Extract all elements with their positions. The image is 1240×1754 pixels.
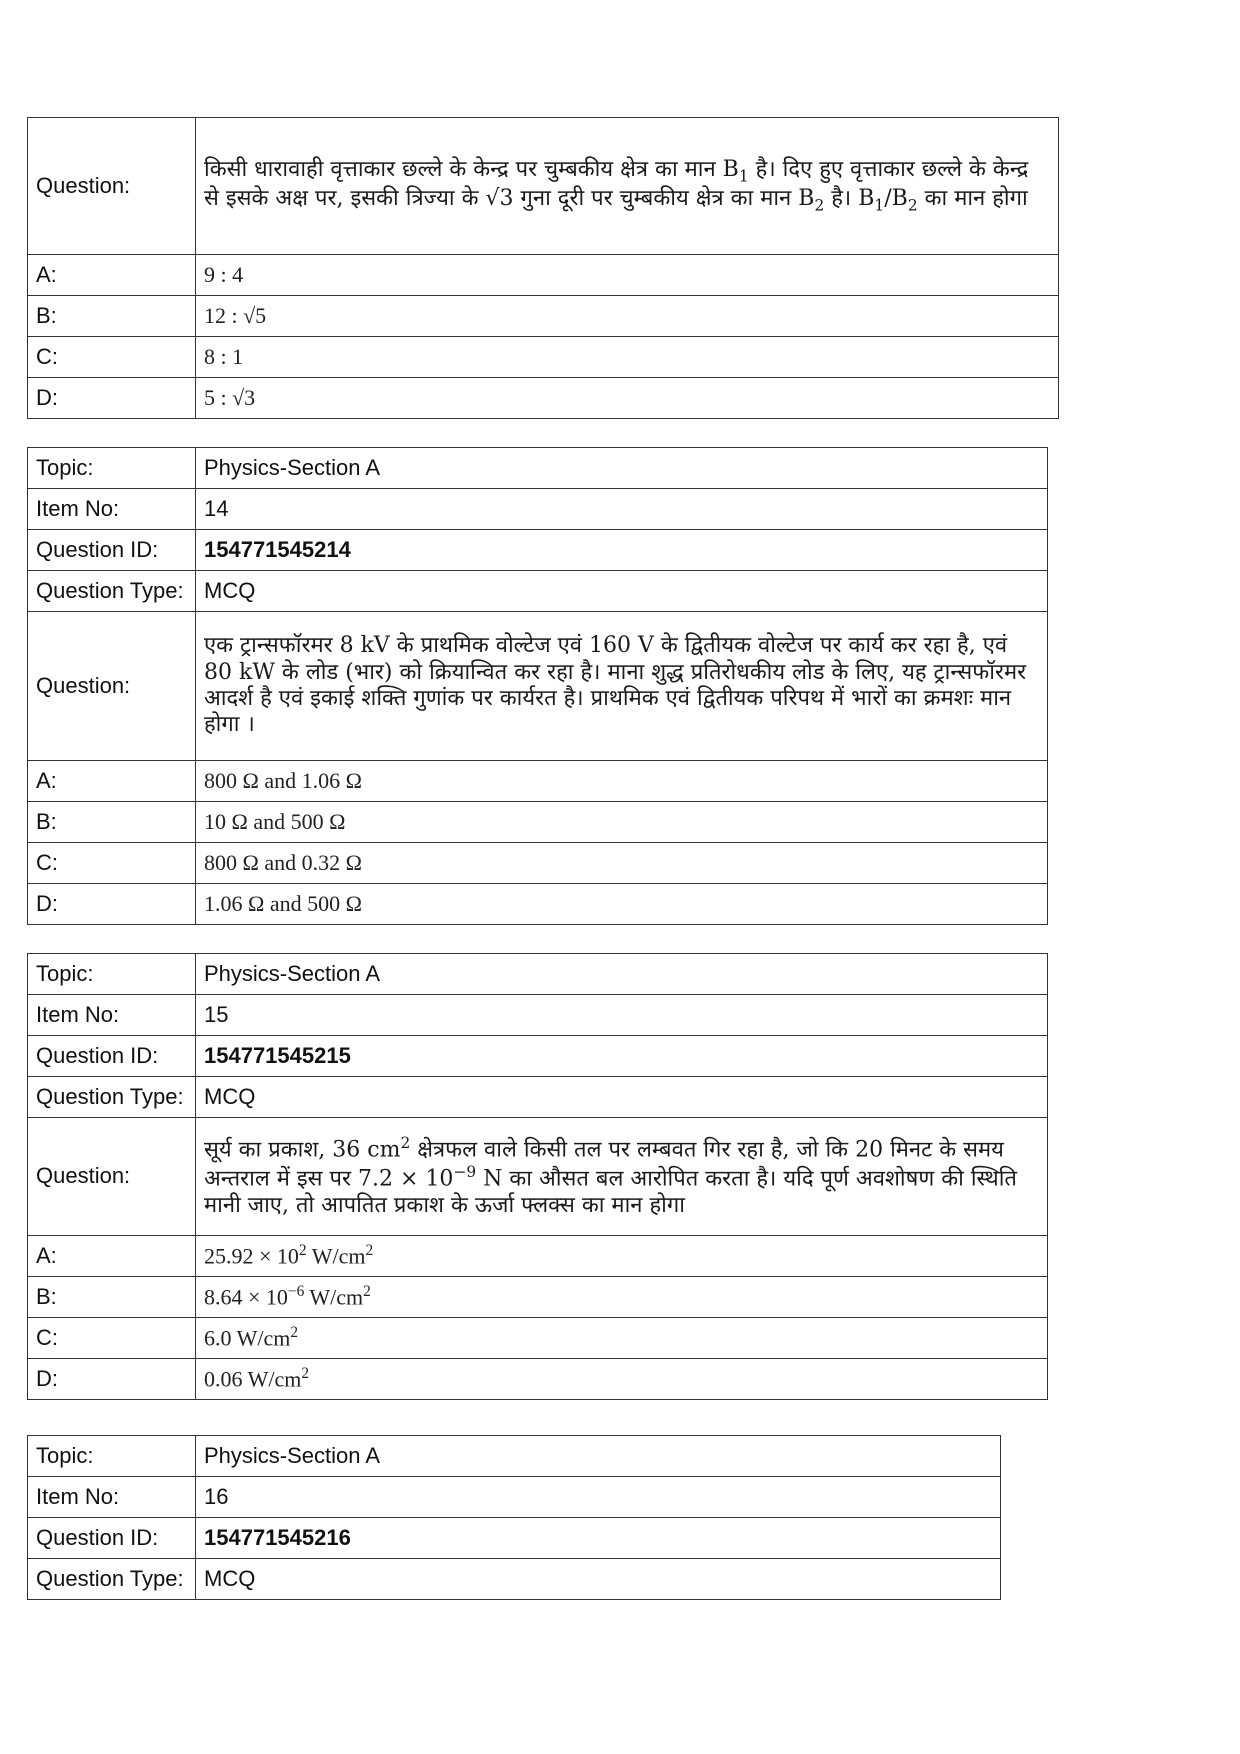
option-label-d: D: bbox=[28, 884, 196, 925]
question-text: एक ट्रान्सफॉरमर 8 kV के प्राथमिक वोल्टेज एवं 160 V के द्वितीयक वोल्टेज पर कार्य कर रहा है, एवं 80 kW के लोड (भार) को क्रियान्वित कर रहा है। माना शुद्ध प्रतिरोधकीय लोड के लिए, यह ट्रान्सफॉरमर आदर्श है एवं इकाई शक्ति गुणांक पर कार्यरत है। प्राथमिक एवं द्वितीयक परिपथ में भारों का क्रमशः मान होगा । bbox=[196, 612, 1048, 761]
question-row bbox=[28, 1118, 1048, 1236]
question-text: सूर्य का प्रकाश, 36 $cm^2$ क्षेत्रफल वाले किसी तल पर लम्बवत गिर रहा है, जो कि 20 मिनट के समय अन्तराल में इस पर $7.2 \times 10^{-9}$ N का औसत बल आरोपित करता है। यदि पूर्ण अवशोषण की स्थिति मानी जाए, तो आपतित प्रकाश के ऊर्जा फ्लक्स का मान होगा bbox=[196, 1118, 1048, 1236]
question-id-label: Question ID: bbox=[28, 1518, 196, 1559]
option-row-a bbox=[28, 761, 1048, 802]
option-row-c bbox=[28, 337, 1059, 378]
option-row-d bbox=[28, 378, 1059, 419]
question-id-row bbox=[28, 1036, 1048, 1077]
option-label-d: D: bbox=[28, 378, 196, 419]
option-a-text: 9 : 4 bbox=[196, 255, 1059, 296]
option-row-b bbox=[28, 296, 1059, 337]
question-label: Question: bbox=[28, 118, 196, 255]
question-type-label: Question Type: bbox=[28, 1077, 196, 1118]
question-table-16 bbox=[27, 1435, 1001, 1600]
topic-row bbox=[28, 448, 1048, 489]
question-type-row bbox=[28, 1559, 1001, 1600]
option-label-c: C: bbox=[28, 337, 196, 378]
item-no-row bbox=[28, 995, 1048, 1036]
option-label-a: A: bbox=[28, 1236, 196, 1277]
option-d-text: 5 : √3 bbox=[196, 378, 1059, 419]
option-d-text: 1.06 Ω and 500 Ω bbox=[196, 884, 1048, 925]
topic-label: Topic: bbox=[28, 954, 196, 995]
option-b-text: 10 Ω and 500 Ω bbox=[196, 802, 1048, 843]
option-label-b: B: bbox=[28, 802, 196, 843]
question-id-label: Question ID: bbox=[28, 1036, 196, 1077]
option-row-c bbox=[28, 1318, 1048, 1359]
question-type-value: MCQ bbox=[196, 571, 1048, 612]
option-row-c bbox=[28, 843, 1048, 884]
question-table-14 bbox=[27, 447, 1048, 925]
option-label-d: D: bbox=[28, 1359, 196, 1400]
question-id-row bbox=[28, 1518, 1001, 1559]
option-row-a bbox=[28, 1236, 1048, 1277]
option-c-text: 8 : 1 bbox=[196, 337, 1059, 378]
question-id-row bbox=[28, 530, 1048, 571]
question-table-13 bbox=[27, 117, 1059, 419]
option-row-a bbox=[28, 255, 1059, 296]
option-b-text: $8.64 \times 10^{-6}$ $W/cm^2$ bbox=[196, 1277, 1048, 1318]
item-no-value: 14 bbox=[196, 489, 1048, 530]
option-label-a: A: bbox=[28, 761, 196, 802]
topic-value: Physics-Section A bbox=[196, 448, 1048, 489]
question-table-15 bbox=[27, 953, 1048, 1400]
question-id-label: Question ID: bbox=[28, 530, 196, 571]
item-no-label: Item No: bbox=[28, 489, 196, 530]
topic-label: Topic: bbox=[28, 1436, 196, 1477]
option-row-d bbox=[28, 1359, 1048, 1400]
option-a-text: $25.92 \times 10^2$ $W/cm^2$ bbox=[196, 1236, 1048, 1277]
option-c-text: 6.0 $W/cm^2$ bbox=[196, 1318, 1048, 1359]
option-label-c: C: bbox=[28, 843, 196, 884]
item-no-row bbox=[28, 489, 1048, 530]
question-id-value: 154771545215 bbox=[196, 1036, 1048, 1077]
option-row-b bbox=[28, 1277, 1048, 1318]
question-id-value: 154771545214 bbox=[196, 530, 1048, 571]
option-d-text: 0.06 $W/cm^2$ bbox=[196, 1359, 1048, 1400]
question-label: Question: bbox=[28, 1118, 196, 1236]
item-no-label: Item No: bbox=[28, 995, 196, 1036]
question-type-row bbox=[28, 571, 1048, 612]
question-text: किसी धारावाही वृत्ताकार छल्ले के केन्द्र पर चुम्बकीय क्षेत्र का मान $B_1$ है। दिए हुए वृत्ताकार छल्ले के केन्द्र से इसके अक्ष पर, इसकी त्रिज्या के √3 गुना दूरी पर चुम्बकीय क्षेत्र का मान $B_2$ है। $B_1/B_2$ का मान होगा bbox=[196, 118, 1059, 255]
topic-value: Physics-Section A bbox=[196, 954, 1048, 995]
topic-row bbox=[28, 954, 1048, 995]
option-c-text: 800 Ω and 0.32 Ω bbox=[196, 843, 1048, 884]
question-type-value: MCQ bbox=[196, 1077, 1048, 1118]
topic-row bbox=[28, 1436, 1001, 1477]
topic-label: Topic: bbox=[28, 448, 196, 489]
topic-value: Physics-Section A bbox=[196, 1436, 1001, 1477]
item-no-row bbox=[28, 1477, 1001, 1518]
question-type-row bbox=[28, 1077, 1048, 1118]
item-no-label: Item No: bbox=[28, 1477, 196, 1518]
question-type-label: Question Type: bbox=[28, 571, 196, 612]
option-label-b: B: bbox=[28, 1277, 196, 1318]
option-label-a: A: bbox=[28, 255, 196, 296]
option-b-text: 12 : √5 bbox=[196, 296, 1059, 337]
item-no-value: 15 bbox=[196, 995, 1048, 1036]
option-label-b: B: bbox=[28, 296, 196, 337]
question-type-value: MCQ bbox=[196, 1559, 1001, 1600]
option-label-c: C: bbox=[28, 1318, 196, 1359]
question-label: Question: bbox=[28, 612, 196, 761]
question-row bbox=[28, 612, 1048, 761]
option-a-text: 800 Ω and 1.06 Ω bbox=[196, 761, 1048, 802]
item-no-value: 16 bbox=[196, 1477, 1001, 1518]
question-row bbox=[28, 118, 1059, 255]
question-id-value: 154771545216 bbox=[196, 1518, 1001, 1559]
option-row-d bbox=[28, 884, 1048, 925]
option-row-b bbox=[28, 802, 1048, 843]
question-type-label: Question Type: bbox=[28, 1559, 196, 1600]
